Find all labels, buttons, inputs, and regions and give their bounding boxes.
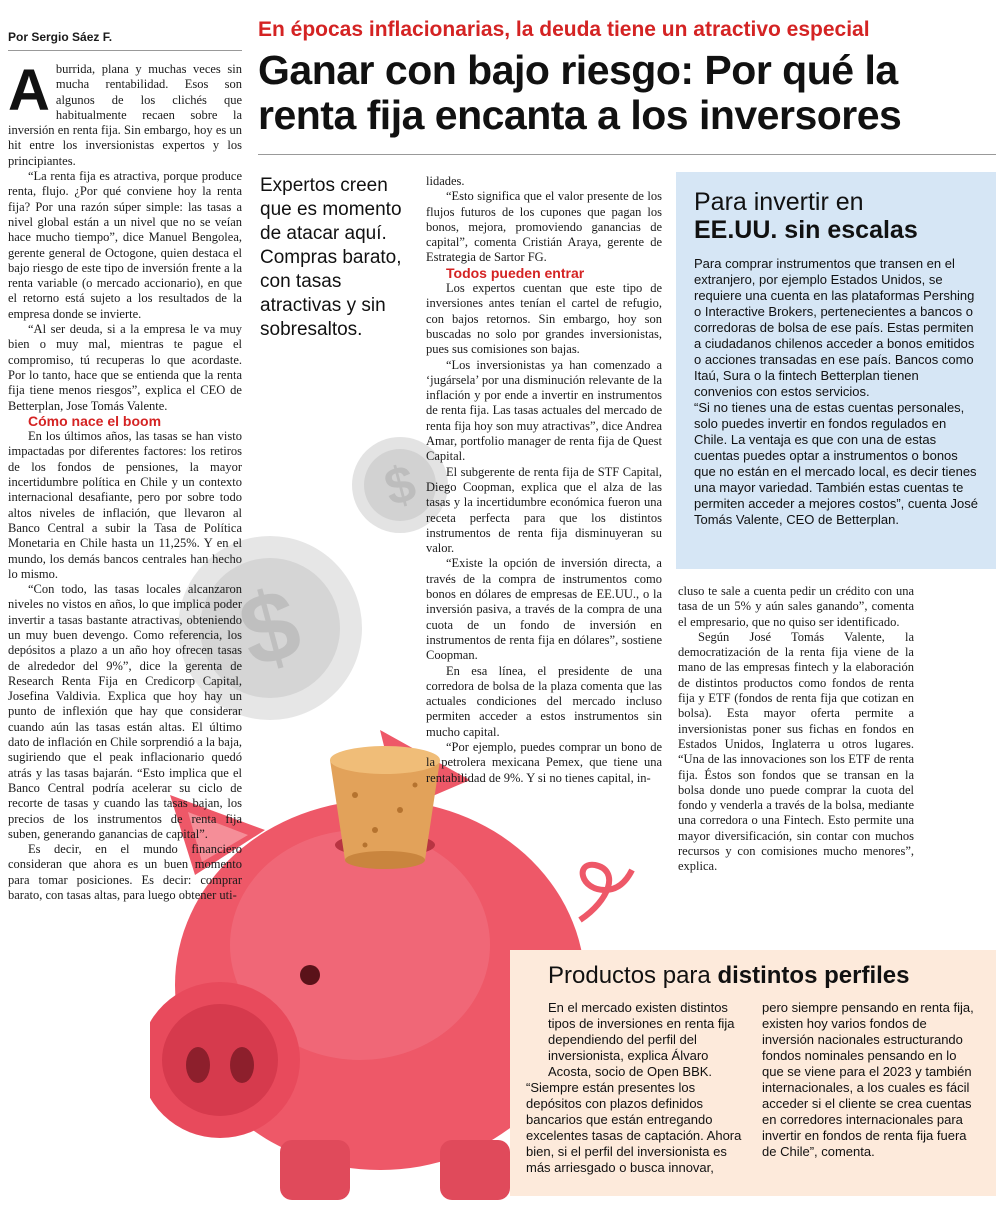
dropcap: A [8,58,50,123]
deck: Expertos creen que es momento de atacar aquí. Compras barato, con tasas atractivas y sin sobresaltos. [260,175,402,340]
col2-paragraph: Los expertos cuentan que este tipo de inversiones antes tenían el cartel de refugio, con bajos retornos. Sin embargo, hoy son buscadas no solo por grandes inversionistas, pues sus comisiones son bajas. [426,281,662,357]
box-columns [526,1000,980,1176]
article-column-1 [8,58,242,903]
col1-paragraph: burrida, plana y muchas veces sin mucha rentabilidad. Esos son algunos de los clichés que habitualmente recaen sobre la inversión en renta fija. Sin embargo, hoy es un hit entre los inversionistas expertos y los principiantes. [8,62,242,168]
col2-paragraph: lidades. [426,174,465,188]
col1-paragraph: “La renta fija es atractiva, porque produce renta, flujo. ¿Por qué conviene hoy la renta fija? Por una razón súper simple: las tasas a nivel global están a un nivel que no se veían hace mucho tiempo”, dice Manuel Bengolea, gerente general de Octogone, quien destaca el bajo riesgo de este tipo de inversión frente a la renta variable (o mercado accionario), en que el retorno está sujeto a los resultados de la empresa donde se invierte. [8,169,242,321]
kicker: En épocas inflacionarias, la deuda tiene un atractivo especial [258,18,870,41]
box-title-line-1: Para invertir en [694,188,864,216]
sidebar-box-eeuu [676,172,996,569]
box-paragraph: “Si no tienes una de estas cuentas personales, solo puedes invertir en fondos regulados en Chile. La ventaja es que con una de estas cuentas puedes optar a instrumentos o bonos que no están en el mercado local, es decir tienes una mayor variedad. También estas cuentas te permiten acceder a mejores costos”, cuenta José Tomás Valente, CEO de Betterplan. [694,400,978,527]
col2-paragraph: “Existe la opción de inversión directa, a través de la compra de instrumentos como bonos en dólares de empresas de EE.UU., o la inversión pasiva, a través de la compra de una cuota de un fondo de inversión en instrumentos de renta fija en dólares”, sostiene Coopman. [426,556,662,663]
col3-paragraph: Según José Tomás Valente, la democratización de la renta fija viene de la mano de las empresas fintech y la elaboración de distintos productos como fondos de renta fija y ETF (fondos de renta fija que cotizan en bolsa). Esta mayor oferta permite a inversionistas poner sus fichas en fondos en Estados Unidos, Inglaterra u otros lugares. “Una de las innovaciones son los ETF de renta fija. Éstos son fondos que se transan en la bolsa donde uno puede comprar la cuota del fondo y venderla a través de la bolsa, mediante una corredora o una Fintech. Esto permite una mayor diversificación, sin contar con muchos recursos y con comisiones mucho menores”, explica. [678,629,914,874]
small-coin-symbol: $ [378,454,422,518]
box-paragraph: En el mercado existen distintos tipos de inversiones en renta fija dependiendo del perfil del inversionista, explica Álvaro Acosta, socio de Open BBK. [548,1000,735,1079]
box-body [694,256,978,528]
col1-paragraph: “Al ser deuda, si a la empresa le va muy bien o muy mal, mientras te pague el compromiso, tú recuperas lo que acordaste. Por lo tanto, hace que se entienda que la renta fija tiene menos riesgos”, explica el CEO de Betterplan, Jose Tomás Valente. [8,322,242,413]
box-paragraph: “Siempre están presentes los depósitos con plazos definidos bancarios que están entregando excelentes tasas de captación. Ahora bien, si el perfil del inversionista es más arriesgado o busca innovar, [526,1080,742,1175]
box-paragraph: pero siempre pensando en renta fija, existen hoy varios fondos de inversión nacionales estructurando fondos nominales pensando en lo que se viene para el 2023 y también internacionales, a los cuales es fácil acceder si el cliente se crea cuentas en corredores internacionales para invertir en fondos de renta fija fuera de Chile”, comenta. [762,1000,974,1159]
section-subhead: Todos pueden entrar [446,264,585,281]
box-column-left [526,1000,744,1176]
col2-paragraph: “Los inversionistas ya han comenzado a ‘jugársela’ por una disminución relevante de la inflación y por ende a invertir en instrumentos de renta fija. Las tasas actuales del mercado de renta fija hoy son muy atractivas”, dice Andrea Amar, portfolio manager de renta fija de Quest Capital. [426,357,662,464]
sidebar-box-productos [510,950,996,1196]
box-title [526,962,980,990]
headline: Ganar con bajo riesgo: Por qué la renta fija encanta a los inversores [258,47,902,138]
byline: Por Sergio Sáez F. [8,30,242,51]
box-column-right [762,1000,980,1176]
col2-paragraph: “Esto significa que el valor presente de los flujos futuros de los cupones que pagan los bonos, mejora, promoviendo ganancias de capital”, comenta Cristián Araya, gerente de Estrategia de Sartor FG. [426,189,662,265]
cork-icon [330,746,440,869]
box-title-line-2: EE.UU. sin escalas [694,216,918,244]
col2-paragraph: El subgerente de renta fija de STF Capital, Diego Coopman, explica que el alza de las tasas y la incertidumbre económica fueron una receta perfecta para que los distintos instrumentos de renta fija disminuyeran su valor. [426,464,662,556]
col1-paragraph: “Con todo, las tasas locales alcanzaron niveles no vistos en años, lo que implica poder invertir a tasas bastante atractivas, obteniendo un muy buen devengo. Como referencia, los depósitos a plazo a un año hoy ofrecen tasas de alrededor del 9%”, dice la gerenta de Research Renta Fija en Credicorp Capital, Josefina Valdivia. Explica que hoy hay un punto de inflexión que hay que considerar cuando aún las tasas están altas. El último dato de inflación en Chile sorprendió a la baja, sugiriendo que el peak inflacionario quedó atrás y las tasas bajarán. “Esto implica que el Banco Central podría acelerar su ciclo de recorte de tasas y cuando las tasas bajan, los precios de los instrumentos de renta fija suben, generando ganancias de capital”. [8,582,242,841]
headline-rule [258,154,996,155]
box-title-bold: distintos perfiles [717,962,910,989]
col1-paragraph: En los últimos años, las tasas se han visto impactadas por diferentes factores: los retiros de los fondos de pensiones, la mayor incertidumbre política en Chile y un contexto internacional desafiante, pero por sobre todo altos niveles de inflación, que llevaron al Banco Central a subir la Tasa de Política Monetaria en Chile hasta un 11,25%. Y en el mundo, los demás bancos centrales han hecho lo mismo. [8,429,242,581]
col1-paragraph: Es decir, en el mundo financiero consideran que ahora es un buen momento para tomar posiciones. Es decir: comprar barato, con tasas altas, para luego obtener uti- [8,842,242,903]
section-subhead: Cómo nace el boom [28,412,162,429]
box-title-light: Productos para [548,962,718,989]
col2-paragraph: En esa línea, el presidente de una corredora de bolsa de la plaza comenta que las actuales condiciones del mercado incluso permiten acceder a estos instrumentos sin mucho capital. [426,663,662,739]
large-coin-symbol: $ [228,566,312,690]
box-paragraph: Para comprar instrumentos que transen en el extranjero, por ejemplo Estados Unidos, se requiere una cuenta en las plataformas Pershing o Interactive Brokers, pertenecientes a bancos o corredoras de bolsa de ese país. Estas permiten a ciudadanos chilenos acceder a bonos emitidos o acciones transadas en ese país. Bancos como Itaú, Sura o la fintech Betterplan tienen convenios con estos servicios. [694,256,975,399]
col3-paragraph: cluso te sale a cuenta pedir un crédito con una tasa de un 5% y aún sales ganando”, comenta el empresario, que no quiso ser identificado. [678,584,914,629]
article-column-2 [426,174,662,786]
article-column-3 [678,584,914,875]
col2-paragraph: “Por ejemplo, puedes comprar un bono de la petrolera mexicana Pemex, que tiene una rentabilidad de 9%. Y si no tienes capital, in- [426,739,662,785]
